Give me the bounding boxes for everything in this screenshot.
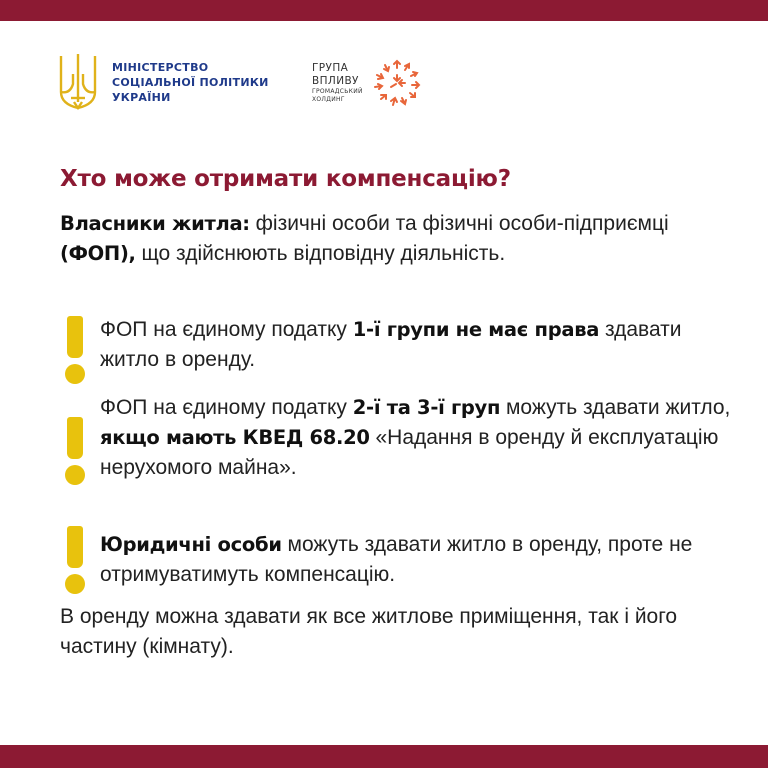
ministry-line-1: МІНІСТЕРСТВО	[112, 60, 209, 74]
rule-1-text-2: здавати житло в оренду.	[100, 318, 682, 371]
rule-item-3	[100, 530, 740, 590]
group-name	[312, 62, 363, 104]
exclamation-icon	[64, 526, 86, 594]
fop-label: (ФОП),	[60, 242, 136, 265]
rule-2-bold-2: якщо мають КВЕД 68.20	[100, 426, 370, 449]
intro-text-1: фізичні особи та фізичні особи-підприємці	[249, 212, 669, 235]
bottom-banner	[0, 745, 768, 768]
ministry-line-2: СОЦІАЛЬНОЇ ПОЛІТИКИ	[112, 75, 269, 89]
rule-item-2	[100, 393, 740, 483]
group-small-2: ХОЛДИНГ	[312, 96, 345, 103]
ministry-logo	[58, 52, 269, 112]
rule-item-1	[100, 315, 740, 375]
group-logo	[312, 55, 425, 111]
intro-text-2: що здійснюють відповідну діяльність.	[135, 242, 506, 265]
rule-1-bold: 1-ї групи не має права	[352, 318, 600, 341]
rule-1-text-1: ФОП на єдиному податку	[100, 318, 353, 341]
rule-3-bold: Юридичні особи	[100, 533, 282, 556]
group-line-2: ВПЛИВУ	[312, 75, 359, 87]
page-title: Хто може отримати компенсацію?	[60, 166, 511, 192]
trident-icon	[58, 52, 98, 112]
rule-2-text-1: ФОП на єдиному податку	[100, 396, 353, 419]
top-banner	[0, 0, 768, 21]
group-small-1: ГРОМАДСЬКИЙ	[312, 88, 363, 95]
intro-paragraph	[60, 209, 740, 269]
rule-2-bold-1: 2-ї та 3-ї груп	[352, 396, 501, 419]
ministry-name	[112, 60, 269, 105]
rule-3-text: можуть здавати житло в оренду, проте не отримуватимуть компенсацію.	[100, 533, 693, 586]
exclamation-icon	[64, 417, 86, 485]
arrows-circle-icon	[369, 55, 425, 111]
rule-2-text-2: можуть здавати житло,	[500, 396, 731, 419]
closing-paragraph: В оренду можна здавати як все житлове приміщення, так і його частину (кімнату).	[60, 605, 678, 658]
exclamation-icon	[64, 316, 86, 384]
group-line-1: ГРУПА	[312, 62, 349, 74]
owners-label: Власники житла:	[60, 212, 250, 235]
rule-2-text-3: «Надання в оренду й експлуатацію нерухомого майна».	[100, 426, 719, 479]
ministry-line-3: УКРАЇНИ	[112, 90, 171, 104]
